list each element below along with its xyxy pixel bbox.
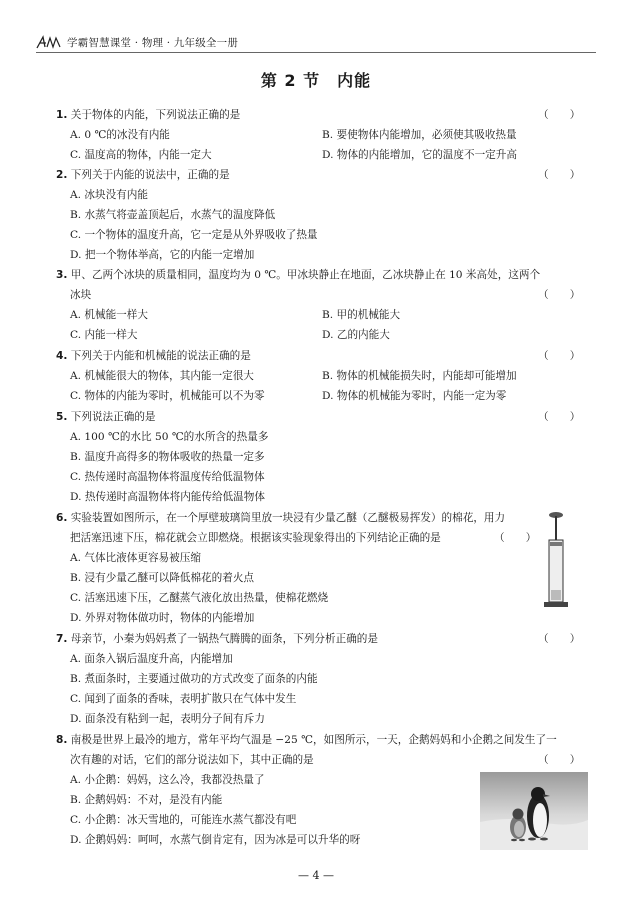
answer-paren: （ ） [538,109,581,121]
option-a: A. 冰块没有内能 [70,189,148,201]
option-a: A. 面条入锅后温度升高，内能增加 [70,653,233,665]
option-b: B. 浸有少量乙醚可以降低棉花的着火点 [70,572,255,584]
option-a: A. 机械能很大的物体，其内能一定很大 [70,370,254,382]
option-d: D. 热传递时高温物体将内能传给低温物体 [70,491,265,503]
answer-paren: （ ） [538,289,581,301]
option-b: B. 温度升高得多的物体吸收的热量一定多 [70,451,265,463]
option-a: A. 机械能一样大 [70,309,148,321]
option-d: D. 物体的机械能为零时，内能一定为零 [322,390,507,402]
question-6: 6. 实验装置如图所示，在一个厚壁玻璃筒里放一块浸有少量乙醚（乙醚极易挥发）的棉花，用力 [56,512,506,524]
option-c: C. 内能一样大 [70,329,138,341]
option-b: B. 要使物体内能增加，必须使其吸收热量 [322,129,517,141]
running-header [36,34,238,50]
question-5: 5. 下列说法正确的是 [56,411,156,423]
option-a: A. 小企鹅：妈妈，这么冷，我都没热量了 [70,774,265,786]
question-3: 3. 甲、乙两个冰块的质量相同，温度均为 0 ℃。甲冰块静止在地面，乙冰块静止在 10 米高处，这两个 [56,269,541,281]
answer-paren: （ ） [538,411,581,423]
answer-paren: （ ） [538,754,581,766]
option-c: C. 物体的内能为零时，机械能可以不为零 [70,390,265,402]
question-6-continued: 把活塞迅速下压，棉花就会立即燃烧。根据该实验现象得出的下列结论正确的是 [70,532,441,544]
option-a: A. 0 ℃的冰没有内能 [70,129,170,141]
option-d: D. 面条没有粘到一起，表明分子间有斥力 [70,713,265,725]
answer-paren: （ ） [538,169,581,181]
option-a: A. 气体比液体更容易被压缩 [70,552,201,564]
page-number: — 4 — [298,869,334,882]
answer-paren: （ ） [538,633,581,645]
option-d: D. 把一个物体举高，它的内能一定增加 [70,249,255,261]
header-rule [36,52,596,53]
option-c: C. 热传递时高温物体将温度传给低温物体 [70,471,265,483]
answer-paren: （ ） [494,532,537,544]
question-2: 2. 下列关于内能的说法中，正确的是 [56,169,230,181]
option-c: C. 温度高的物体，内能一定大 [70,149,212,161]
publisher-logo-icon [36,35,62,49]
option-c: C. 小企鹅：冰天雪地的，可能连水蒸气都没有吧 [70,814,297,826]
option-b: B. 煮面条时，主要通过做功的方式改变了面条的内能 [70,673,318,685]
question-7: 7. 母亲节，小秦为妈妈煮了一锅热气腾腾的面条，下列分析正确的是 [56,633,378,645]
option-b: B. 甲的机械能大 [322,309,401,321]
question-3-continued: 冰块 [70,289,92,301]
option-c: C. 闻到了面条的香味，表明扩散只在气体中发生 [70,693,297,705]
option-b: B. 物体的机械能损失时，内能却可能增加 [322,370,517,382]
answer-paren: （ ） [538,350,581,362]
option-d: D. 企鹅妈妈：呵呵，水蒸气倒肯定有，因为冰是可以升华的呀 [70,834,361,846]
question-8: 8. 南极是世界上最冷的地方，常年平均气温是 −25 ℃，如图所示，一天，企鹅妈妈和小企鹅之间发生了一 [56,734,557,746]
question-1: 1. 关于物体的内能，下列说法正确的是 [56,109,241,121]
question-4: 4. 下列关于内能和机械能的说法正确的是 [56,350,251,362]
header-text: 学霸智慧课堂 · 物理 · 九年级全一册 [67,36,239,49]
section-title: 第 2 节 内能 [260,71,372,90]
option-d: D. 乙的内能大 [322,329,390,341]
compression-apparatus-figure [540,510,572,610]
question-8-continued: 次有趣的对话，它们的部分说法如下，其中正确的是 [70,754,314,766]
option-b: B. 企鹅妈妈：不对，是没有内能 [70,794,223,806]
option-d: D. 外界对物体做功时，物体的内能增加 [70,612,255,624]
option-d: D. 物体的内能增加，它的温度不一定升高 [322,149,517,161]
option-c: C. 活塞迅速下压，乙醚蒸气液化放出热量，使棉花燃烧 [70,592,329,604]
option-c: C. 一个物体的温度升高，它一定是从外界吸收了热量 [70,229,318,241]
option-b: B. 水蒸气将壶盖顶起后，水蒸气的温度降低 [70,209,276,221]
option-a: A. 100 ℃的水比 50 ℃的水所含的热量多 [70,431,269,443]
penguins-photo [480,772,588,850]
